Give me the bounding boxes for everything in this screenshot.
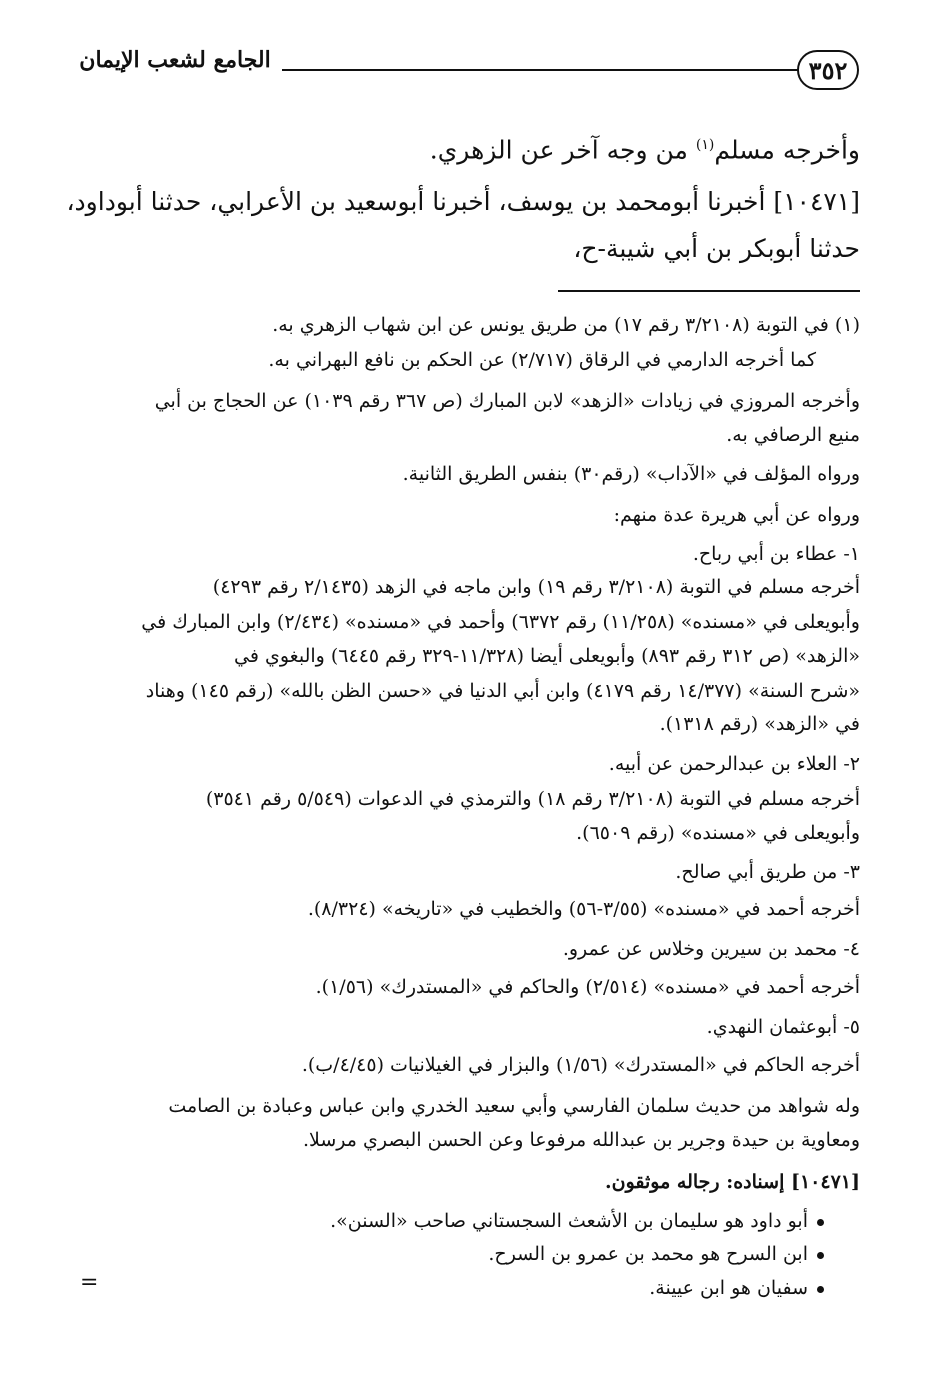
book-title: الجامع لشعب الإيمان (79, 47, 271, 73)
main-line-1-start: وأخرجه مسلم (714, 135, 860, 165)
footnote-line: منيع الرصافي به. (726, 424, 860, 446)
footnote-separator (558, 290, 860, 292)
main-text-line-1 (70, 125, 860, 170)
isnad-bullet-text: ابن السرح هو محمد بن عمرو بن السرح. (488, 1243, 808, 1265)
isnad-bullet-item (70, 1239, 824, 1269)
isnad-bullet-text: أبو داود هو سليمان بن الأشعث السجستاني صاحب «السنن». (330, 1210, 808, 1232)
page-number-badge (797, 50, 859, 90)
footnote-line: ٢- العلاء بن عبدالرحمن عن أبيه. (608, 753, 860, 775)
footnote-line: وأبويعلى في «مسنده» (١١/٢٥٨) رقم ٦٣٧٢) وأحمد في «مسنده» (٢/٤٣٤) وابن المبارك في (141, 611, 860, 633)
main-line-1-end: من وجه آخر عن الزهري. (429, 135, 696, 165)
footnote-line: ٥- أبوعثمان النهدي. (706, 1016, 860, 1038)
footnote-line: ١- عطاء بن أبي رباح. (692, 543, 860, 565)
footnote-line: وأخرجه المروزي في زيادات «الزهد» لابن المبارك (ص ٣٦٧ رقم ١٠٣٩) عن الحجاج بن أبي (154, 390, 860, 412)
footnote-line: ورواه المؤلف في «الآداب» (رقم٣٠) بنفس الطريق الثانية. (402, 463, 860, 485)
isnad-bullet-text: سفيان هو ابن عيينة. (649, 1277, 808, 1299)
footnote-ref: (١) (695, 137, 715, 153)
footnote-line: ٤- محمد بن سيرين وخلاس عن عمرو. (562, 938, 860, 960)
bullet-icon (817, 1286, 824, 1293)
footnote-line: «شرح السنة» (١٤/٣٧٧ رقم ٤١٧٩) وابن أبي الدنيا في «حسن الظن بالله» (رقم ١٤٥) وهناد (145, 680, 860, 702)
footnote-line: أخرجه أحمد في «مسنده» (٣/٥٥-٥٦) والخطيب في «تاريخه» (٨/٣٢٤). (307, 898, 860, 920)
bullet-icon (817, 1219, 824, 1226)
footnote-line: في «الزهد» (رقم ١٣١٨). (659, 713, 860, 735)
isnad-bullet-item (70, 1273, 824, 1303)
continuation-mark: = (80, 1270, 99, 1295)
page-number: ٣٥٢ (808, 55, 848, 85)
footnote-line: «الزهد» (ص ٣١٢ رقم ٨٩٣) وأبويعلى أيضا (١١/٣٢٨-٣٢٩ رقم ٦٤٤٥) والبغوي في (234, 645, 860, 667)
footnote-line: وأبويعلى في «مسنده» (رقم ٦٥٠٩). (576, 822, 860, 844)
header-rule (282, 69, 799, 71)
footnote-line: ومعاوية بن حيدة وجرير بن عبدالله مرفوعا وعن الحسن البصري مرسلا. (302, 1129, 860, 1151)
main-text-line-3: حدثنا أبوبكر بن أبي شيبة-ح، (573, 234, 860, 263)
isnad-bullet-item (70, 1206, 824, 1236)
footnote-line: ٣- من طريق أبي صالح. (675, 861, 860, 883)
isnad-heading (70, 1167, 860, 1197)
footnote-line: أخرجه أحمد في «مسنده» (٢/٥١٤) والحاكم في «المستدرك» (١/٥٦). (315, 976, 860, 998)
footnote-line: كما أخرجه الدارمي في الرقاق (٢/٧١٧) عن الحكم بن نافع البهراني به. (268, 349, 816, 371)
footnote-line: أخرجه الحاكم في «المستدرك» (١/٥٦) والبزار في الغيلانيات (٤/٤٥/ب). (301, 1054, 860, 1076)
bullet-icon (817, 1252, 824, 1259)
footnote-line: ورواه عن أبي هريرة عدة منهم: (613, 504, 860, 526)
footnote-line: وله شواهد من حديث سلمان الفارسي وأبي سعيد الخدري وابن عباس وعبادة بن الصامت (168, 1095, 860, 1117)
footnote-line: أخرجه مسلم في التوبة (٣/٢١٠٨ رقم ١٨) والترمذي في الدعوات (٥/٥٤٩ رقم ٣٥٤١) (205, 788, 860, 810)
isnad-heading-text: [١٠٤٧١] إسناده: رجاله موثقون. (605, 1171, 860, 1193)
main-text-line-2: [١٠٤٧١] أخبرنا أبومحمد بن يوسف، أخبرنا أبوسعيد بن الأعرابي، حدثنا أبوداود، (66, 187, 860, 216)
footnote-line: (١) في التوبة (٣/٢١٠٨ رقم ١٧) من طريق يونس عن ابن شهاب الزهري به. (272, 314, 860, 336)
footnote-line: أخرجه مسلم في التوبة (٣/٢١٠٨ رقم ١٩) وابن ماجه في الزهد (٢/١٤٣٥ رقم ٤٢٩٣) (212, 576, 860, 598)
